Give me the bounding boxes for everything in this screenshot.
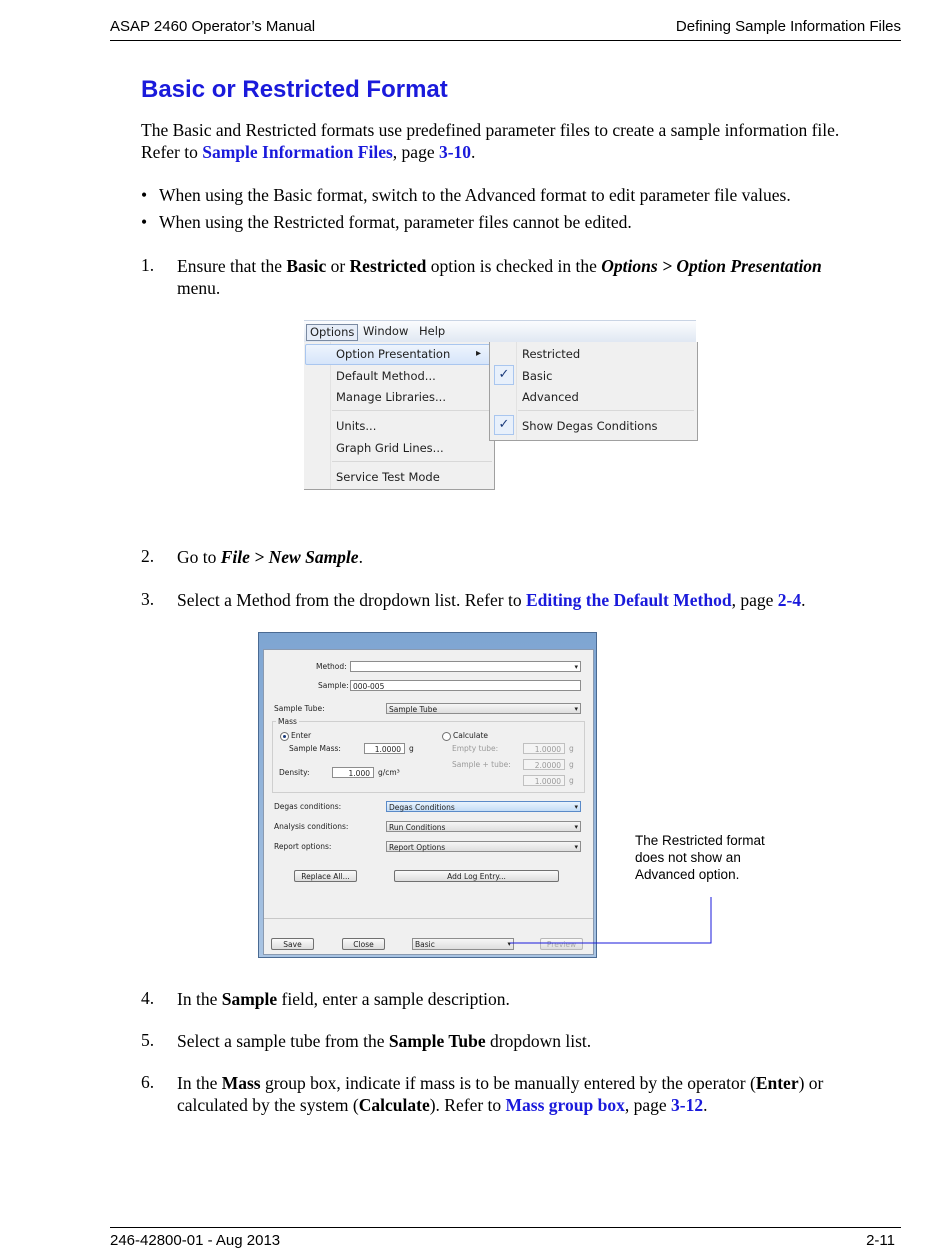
calculate-label: Calculate xyxy=(453,731,489,740)
replace-all-button[interactable]: Replace All... xyxy=(294,870,357,882)
analysis-conditions-dropdown[interactable]: Run Conditions ▾ xyxy=(386,821,581,832)
density-input[interactable]: 1.000 xyxy=(332,767,374,778)
step-6-text: In the Mass group box, indicate if mass is to be manually entered by the operator (Enter) or calculated by the system (Calculate). Refer to Mass group box, page 3-12. xyxy=(177,1073,824,1115)
calculated-mass-unit: g xyxy=(569,776,574,785)
submenu-item-show-degas-conditions[interactable]: Show Degas Conditions xyxy=(522,419,658,433)
sample-tube-dropdown[interactable]: Sample Tube ▾ xyxy=(386,703,581,714)
enter-radio[interactable] xyxy=(280,732,289,741)
section-heading: Basic or Restricted Format xyxy=(141,76,448,103)
submenu-item-restricted[interactable]: Restricted xyxy=(522,347,581,361)
close-button[interactable]: Close xyxy=(342,938,385,950)
options-menu-screenshot xyxy=(304,320,696,489)
step-number: 3. xyxy=(141,589,155,609)
bullet-item: • xyxy=(141,212,148,232)
empty-tube-unit: g xyxy=(569,744,574,753)
analysis-conditions-label: Analysis conditions: xyxy=(274,822,349,831)
menu-separator xyxy=(332,461,492,462)
link-page-3-12[interactable]: 3-12 xyxy=(671,1095,704,1115)
report-options-label: Report options: xyxy=(274,842,332,851)
calculated-mass-input[interactable]: 1.0000 xyxy=(523,775,565,786)
dropdown-arrow-icon: ▾ xyxy=(574,803,578,811)
calculate-radio[interactable] xyxy=(442,732,451,741)
menu-item-manage-libraries[interactable]: Manage Libraries... xyxy=(336,390,446,404)
sample-mass-input[interactable]: 1.0000 xyxy=(364,743,405,754)
step-2-text: Go to File > New Sample. xyxy=(177,547,363,567)
link-sample-information-files[interactable]: Sample Information Files xyxy=(202,142,393,162)
dropdown-arrow-icon: ▾ xyxy=(574,663,578,671)
link-page-3-10[interactable]: 3-10 xyxy=(438,142,472,162)
enter-label: Enter xyxy=(291,731,312,740)
sample-plus-tube-label: Sample + tube: xyxy=(452,760,511,769)
link-page-2-4[interactable]: 2-4 xyxy=(777,590,802,610)
running-header-left: ASAP 2460 Operator’s Manual xyxy=(110,18,316,35)
sample-plus-tube-unit: g xyxy=(569,760,574,769)
preview-button[interactable]: Preview xyxy=(540,938,583,950)
intro-line-2: Refer to Sample Information Files, page 3-10. xyxy=(141,142,476,162)
degas-conditions-dropdown[interactable]: Degas Conditions ▾ xyxy=(386,801,581,812)
sample-mass-label: Sample Mass: xyxy=(289,744,341,753)
menu-separator xyxy=(518,410,694,411)
sample-plus-tube-input[interactable]: 2.0000 xyxy=(523,759,565,770)
density-label: Density: xyxy=(279,768,310,777)
link-editing-default-method[interactable]: Editing the Default Method xyxy=(525,590,732,610)
menu-separator xyxy=(332,410,492,411)
check-icon: ✓ xyxy=(494,415,514,435)
dropdown-arrow-icon: ▾ xyxy=(574,843,578,851)
sample-tube-label: Sample Tube: xyxy=(274,704,325,713)
mass-group-label: Mass xyxy=(278,717,297,726)
step-4-text: In the Sample field, enter a sample description. xyxy=(177,989,510,1009)
step-number: 4. xyxy=(141,988,155,1008)
intro-line-1: The Basic and Restricted formats use predefined parameter files to create a sample information file. xyxy=(141,120,840,140)
bullet-item: • xyxy=(141,185,148,205)
menu-item-units[interactable]: Units... xyxy=(336,419,377,433)
step-number: 1. xyxy=(141,255,155,275)
intro-paragraph xyxy=(141,119,901,163)
header-rule xyxy=(110,40,901,41)
menu-bar xyxy=(304,320,696,343)
step-1-text: Ensure that the Basic or Restricted option is checked in the Options > Option Presentation menu. xyxy=(177,256,822,298)
callout-line xyxy=(510,897,711,943)
empty-tube-input[interactable]: 1.0000 xyxy=(523,743,565,754)
check-icon: ✓ xyxy=(494,365,514,385)
menu-window[interactable]: Window xyxy=(363,324,409,338)
options-dropdown xyxy=(304,342,495,490)
link-mass-group-box[interactable]: Mass group box xyxy=(505,1095,625,1115)
sample-label: Sample: xyxy=(318,681,349,690)
add-log-entry-button[interactable]: Add Log Entry... xyxy=(394,870,559,882)
empty-tube-label: Empty tube: xyxy=(452,744,499,753)
dropdown-arrow-icon: ▾ xyxy=(574,705,578,713)
dropdown-arrow-icon: ▾ xyxy=(574,823,578,831)
sample-input[interactable]: 000-005 xyxy=(350,680,581,691)
menu-options[interactable]: Options xyxy=(306,324,358,341)
bullet-text-1: When using the Basic format, switch to the Advanced format to edit parameter file values. xyxy=(159,185,791,205)
submenu-item-basic[interactable]: Basic xyxy=(522,369,553,383)
menu-item-option-presentation[interactable]: Option Presentation xyxy=(336,347,451,361)
option-presentation-submenu xyxy=(489,342,698,441)
method-dropdown[interactable] xyxy=(350,661,581,672)
step-3-text: Select a Method from the dropdown list. Refer to Editing the Default Method, page 2-4. xyxy=(177,590,806,610)
dropdown-arrow-icon: ▾ xyxy=(507,940,511,948)
step-5-text: Select a sample tube from the Sample Tube dropdown list. xyxy=(177,1031,592,1051)
degas-conditions-label: Degas conditions: xyxy=(274,802,342,811)
footer-page-number: 2-11 xyxy=(866,1232,895,1249)
step-number: 2. xyxy=(141,546,155,566)
step-number: 5. xyxy=(141,1030,155,1050)
sample-mass-unit: g xyxy=(409,744,414,753)
callout-note: The Restricted format does not show an Advanced option. xyxy=(635,833,765,882)
footer-doc-number: 246-42800-01 - Aug 2013 xyxy=(110,1232,281,1249)
density-unit: g/cm³ xyxy=(378,768,400,777)
submenu-item-advanced[interactable]: Advanced xyxy=(522,390,579,404)
bullet-text-2: When using the Restricted format, parameter files cannot be edited. xyxy=(159,212,632,232)
submenu-arrow-icon: ▸ xyxy=(476,348,482,359)
menu-item-service-test-mode[interactable]: Service Test Mode xyxy=(336,470,440,484)
menu-item-default-method[interactable]: Default Method... xyxy=(336,369,436,383)
menu-item-graph-grid-lines[interactable]: Graph Grid Lines... xyxy=(336,441,444,455)
callout-leader-line xyxy=(500,895,720,950)
save-button[interactable]: Save xyxy=(271,938,314,950)
step-number: 6. xyxy=(141,1072,155,1092)
menu-help[interactable]: Help xyxy=(419,324,446,338)
footer-rule xyxy=(110,1227,901,1228)
running-header-right: Defining Sample Information Files xyxy=(675,18,901,35)
format-dropdown[interactable]: Basic ▾ xyxy=(412,938,514,950)
report-options-dropdown[interactable]: Report Options ▾ xyxy=(386,841,581,852)
method-label: Method: xyxy=(316,662,347,671)
